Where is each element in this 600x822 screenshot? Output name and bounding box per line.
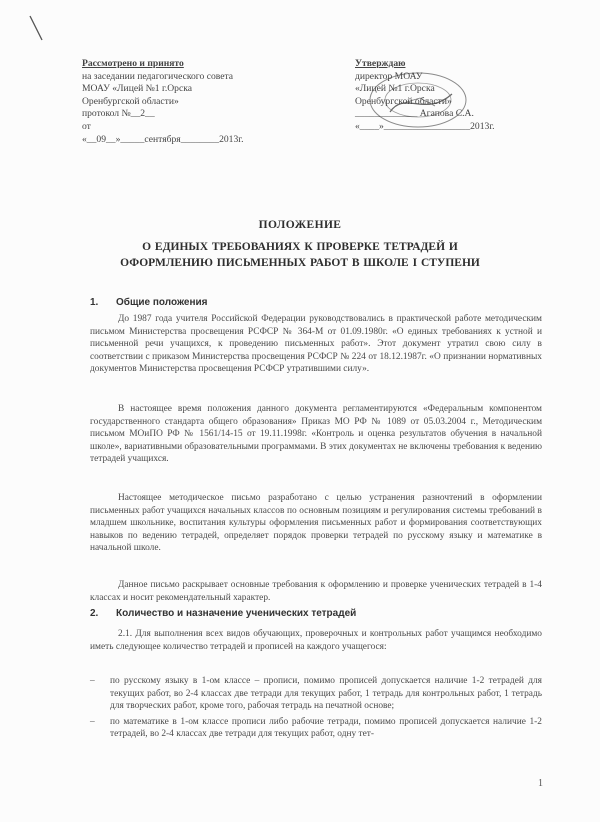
approval-block-left <box>82 58 312 146</box>
bullet-dash: – <box>90 676 95 686</box>
document-title <box>60 219 540 271</box>
paragraph-text: 2.1. Для выполнения всех видов обучающих, проверочных и контрольных работ учащимся необходимо иметь следующее количество тетрадей и прописей на каждого учащегося: <box>90 629 542 652</box>
title-line: О ЕДИНЫХ ТРЕБОВАНИЯХ К ПРОВЕРКЕ ТЕТРАДЕЙ И <box>142 241 458 253</box>
paragraph-text: Настоящее методическое письмо разработано с целью устранения разночтений в оформлении письменных работ учащихся начальных классов по основным позициям и регулирования системы требований в младшем школьнике, воспитания культуры оформления письменных работ и формирования соответствующих навыков по ведению тетрадей, определяет порядок проверки тетрадей по русскому языку и математике в начальной школе. <box>90 493 542 554</box>
approval-left-title: Рассмотрено и принято <box>82 58 184 69</box>
section-title: Количество и назначение ученических тетрадей <box>116 608 357 619</box>
bullet-dash: – <box>90 716 95 727</box>
approval-right-line: Оренбургской области» <box>355 95 452 107</box>
section-2-heading <box>90 608 356 619</box>
paragraph-text: В настоящее время положения данного документа регламентируются «Федеральным компонентом государственного стандарта общего образования» Приказ МО РФ № 1089 от 05.03.2004 г., Методическим письмом МОиПО РФ № 1561/14-15 от 19.11.1998г. «Контроль и оценка результатов обучения в начальной школе», вариативными образовательными программами. В этих документах не включены требования к ведению тетрадей учащихся. <box>90 404 542 465</box>
approval-right-title: Утверждаю <box>355 58 406 69</box>
title-line: ПОЛОЖЕНИЕ <box>258 219 342 231</box>
approval-left-line: МОАУ «Лицей №1 г.Орска <box>82 83 192 95</box>
paragraph <box>90 403 542 466</box>
notebook-list <box>90 675 542 744</box>
paragraph <box>90 313 542 376</box>
section-title: Общие положения <box>116 297 208 308</box>
list-item-text: по русскому языку в 1-ом классе – прописи, помимо прописей допускается наличие 1-2 тетрадей для текущих работ, во 2-4 классах две тетради для текущих работ, 1 тетрадь для контрольных работ, 1 тетрадь для творческих работ, кроме того, рабочая тетрадь на печатной основе; <box>110 676 542 712</box>
list-item-text: по математике в 1-ом классе прописи либо рабочие тетради, помимо прописей допускается наличие 1-2 тетрадей, во 2-4 классах две тетради для текущих работ, одну тет- <box>110 716 542 740</box>
list-item <box>90 716 542 741</box>
approval-left-line: на заседании педагогического совета <box>82 70 234 82</box>
approval-left-line: от <box>82 120 91 132</box>
approval-left-line: Оренбургской области» <box>82 95 179 107</box>
paragraph-text: До 1987 года учителя Российской Федерации руководствовались в практической работе методическим письмом Министерства просвещения РСФСР № 364-М от 01.09.1980г. «О единых требованиях к устной и письменной речи учащихся, к проведению письменных работ». Этот документ утратил свою силу в соответствии с приказом Министерства просвещения РСФСР № 224 от 18.12.1987г. «О признании нормативных документов Министерства просвещения РСФСР утратившими силу». <box>90 314 542 375</box>
paragraph <box>90 579 542 604</box>
title-line: ОФОРМЛЕНИЮ ПИСЬМЕННЫХ РАБОТ В ШКОЛЕ I СТУПЕНИ <box>120 257 480 269</box>
approval-right-line: «Лицей №1 г.Орска <box>355 83 435 95</box>
approval-left-line: протокол №__2__ <box>82 108 155 120</box>
page-number: 1 <box>538 778 543 789</box>
paragraph-text: Данное письмо раскрывает основные требования к оформлению и проверке ученических тетрадей в 1-4 классах и носит рекомендательный характер. <box>90 580 542 603</box>
section-number: 1. <box>90 297 99 308</box>
section-number: 2. <box>90 608 99 619</box>
paragraph <box>90 492 542 555</box>
pen-stroke-mark <box>28 14 50 44</box>
approval-right-line: _____________ Агапова С.А. <box>355 108 474 120</box>
approval-right-line: «____»__________________2013г. <box>355 120 495 132</box>
approval-block-right <box>355 58 540 134</box>
section-1-heading <box>90 297 208 308</box>
list-item <box>90 675 542 713</box>
approval-right-line: директор МОАУ <box>355 70 423 82</box>
approval-left-line: «__09__»_____сентября________2013г. <box>82 133 244 145</box>
paragraph <box>90 628 542 653</box>
